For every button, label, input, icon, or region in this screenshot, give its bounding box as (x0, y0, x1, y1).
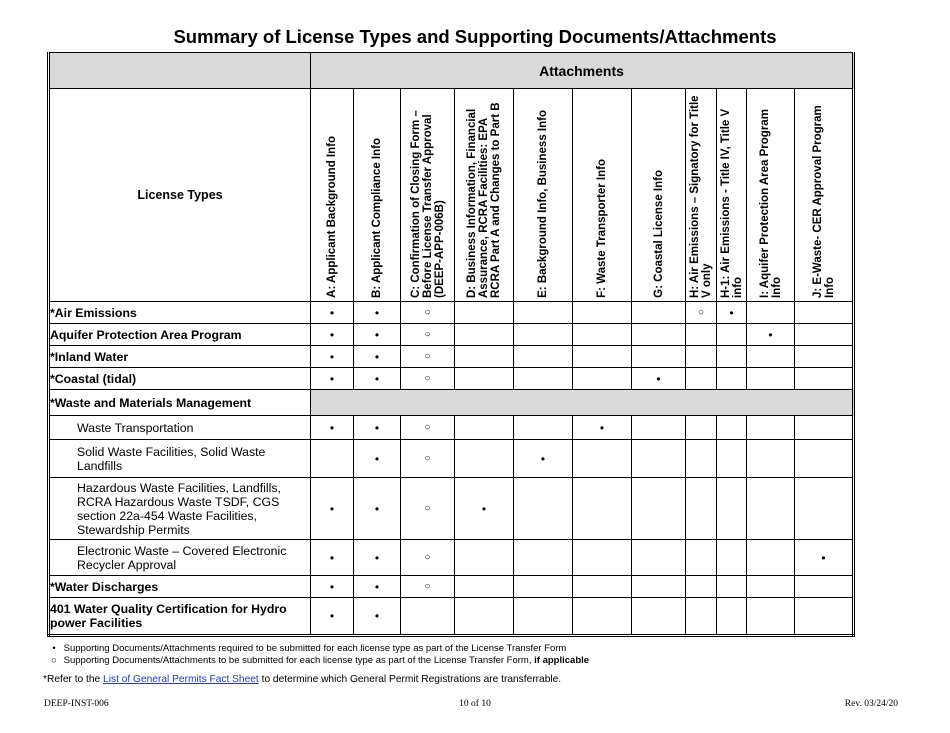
column-header: J: E-Waste- CER Approval Program Info (795, 89, 854, 302)
legend-if-applicable: ○ Supporting Documents/Attachments to be submitted for each license type as part of the License Transfer Form, if applicable (47, 655, 589, 666)
column-header: H-1: Air Emissions - Title IV, Title V info (717, 89, 747, 302)
attachment-cell (717, 540, 747, 576)
attachment-cell (455, 346, 514, 368)
attachment-cell: ○ (401, 368, 455, 390)
attachment-cell (795, 346, 854, 368)
attachment-cell (717, 346, 747, 368)
attachment-cell (686, 598, 717, 636)
page-title: Summary of License Types and Supporting Documents/Attachments (173, 26, 777, 47)
table-row (49, 390, 854, 416)
attachment-cell: ○ (401, 346, 455, 368)
attachment-cell: • (311, 368, 354, 390)
attachment-cell (795, 368, 854, 390)
attachment-cell (573, 302, 632, 324)
attachment-cell: • (311, 346, 354, 368)
attachment-cell (573, 346, 632, 368)
attachment-cell (795, 416, 854, 440)
attachment-cell (747, 478, 795, 540)
table-row (49, 324, 854, 346)
attachment-cell (514, 346, 573, 368)
attachment-cell (717, 598, 747, 636)
table-row (49, 540, 854, 576)
license-type-cell: 401 Water Quality Certification for Hydro power Facilities (49, 598, 311, 636)
attachment-cell: ○ (401, 302, 455, 324)
attachment-cell: • (354, 576, 401, 598)
license-type-cell: Hazardous Waste Facilities, Landfills, RCRA Hazardous Waste TSDF, CGS section 22a-454 Waste Facilities, Stewardship Permits (49, 478, 311, 540)
attachment-cell (632, 540, 686, 576)
attachment-cell (795, 598, 854, 636)
attachment-cell (632, 416, 686, 440)
attachment-cell: • (311, 598, 354, 636)
attachment-cell (514, 540, 573, 576)
attachment-cell (747, 440, 795, 478)
attachment-cell: ○ (401, 324, 455, 346)
attachment-cell (455, 416, 514, 440)
attachment-cell (514, 368, 573, 390)
attachment-cell: ○ (686, 302, 717, 324)
table-row (49, 440, 854, 478)
attachment-cell (455, 598, 514, 636)
attachment-cell: • (311, 576, 354, 598)
attachment-cell (573, 540, 632, 576)
license-type-cell: Solid Waste Facilities, Solid Waste Landfills (49, 440, 311, 478)
attachment-cell: • (311, 302, 354, 324)
attachment-cell: • (311, 540, 354, 576)
license-table (47, 52, 855, 637)
attachment-cell: ○ (401, 576, 455, 598)
attachment-cell (795, 302, 854, 324)
attachment-cell (717, 324, 747, 346)
attachment-cell (514, 598, 573, 636)
attachment-cell (514, 302, 573, 324)
column-header: H: Air Emissions – Signatory for Title V only (686, 89, 717, 302)
attachment-cell (747, 576, 795, 598)
attachment-cell: • (354, 346, 401, 368)
attachment-cell: • (354, 302, 401, 324)
general-permits-link[interactable]: List of General Permits Fact Sheet (103, 674, 259, 685)
table-row (49, 478, 854, 540)
attachment-cell (632, 440, 686, 478)
column-header: F: Waste Transporter Info (573, 89, 632, 302)
table-row (49, 416, 854, 440)
attachment-cell (686, 416, 717, 440)
page-number: 10 of 10 (459, 699, 491, 709)
attachment-cell: • (311, 324, 354, 346)
attachment-cell (795, 478, 854, 540)
attachment-cell (632, 302, 686, 324)
attachment-cell: ○ (401, 478, 455, 540)
section-fill (311, 390, 854, 416)
attachment-cell (573, 598, 632, 636)
attachment-cell (632, 346, 686, 368)
license-type-cell: Aquifer Protection Area Program (49, 324, 311, 346)
attachment-cell (717, 440, 747, 478)
attachment-cell (514, 324, 573, 346)
license-types-header: License Types (49, 89, 311, 302)
attachment-cell (795, 440, 854, 478)
license-type-cell: *Water Discharges (49, 576, 311, 598)
attachment-cell (747, 368, 795, 390)
attachment-cell: • (795, 540, 854, 576)
column-header: A: Applicant Background Info (311, 89, 354, 302)
attachment-cell (686, 576, 717, 598)
attachments-header: Attachments (311, 53, 854, 89)
attachment-cell (686, 346, 717, 368)
attachment-cell (747, 346, 795, 368)
attachment-cell (514, 576, 573, 598)
attachment-cell (686, 478, 717, 540)
doc-id: DEEP-INST-006 (44, 699, 109, 709)
table-row (49, 576, 854, 598)
attachment-cell (686, 540, 717, 576)
table-row (49, 598, 854, 636)
license-type-cell: *Coastal (tidal) (49, 368, 311, 390)
attachment-cell (401, 598, 455, 636)
attachment-cell (573, 324, 632, 346)
attachment-cell (632, 576, 686, 598)
attachment-cell (573, 368, 632, 390)
attachment-cell (455, 324, 514, 346)
filled-bullet-icon: • (52, 643, 56, 654)
attachment-cell (686, 324, 717, 346)
column-header: I: Aquifer Protection Area Program Info (747, 89, 795, 302)
general-permits-note: *Refer to the List of General Permits Fact Sheet to determine which General Permit Registrations are transferrable. (43, 674, 562, 685)
attachment-cell (795, 576, 854, 598)
attachment-cell: • (354, 416, 401, 440)
attachment-cell (514, 478, 573, 540)
attachment-cell (747, 598, 795, 636)
attachment-cell: • (455, 478, 514, 540)
attachment-cell: ○ (401, 540, 455, 576)
attachment-cell (632, 598, 686, 636)
column-header: C: Confirmation of Closing Form – Before License Transfer Approval (DEEP-APP-006B) (401, 89, 455, 302)
attachment-cell: • (354, 440, 401, 478)
license-type-cell: *Inland Water (49, 346, 311, 368)
attachment-cell (686, 368, 717, 390)
attachment-cell: • (514, 440, 573, 478)
attachment-cell (455, 540, 514, 576)
attachment-cell (455, 302, 514, 324)
attachment-cell (573, 478, 632, 540)
column-header: E: Background Info, Business Info (514, 89, 573, 302)
attachment-cell (573, 440, 632, 478)
attachment-cell: • (354, 324, 401, 346)
open-circle-icon: ○ (51, 655, 57, 666)
attachment-cell (747, 416, 795, 440)
attachment-cell: • (354, 598, 401, 636)
attachment-cell (455, 440, 514, 478)
license-type-cell: Electronic Waste – Covered Electronic Recycler Approval (49, 540, 311, 576)
license-type-cell: Waste Transportation (49, 416, 311, 440)
attachment-cell (455, 368, 514, 390)
legend-required: • Supporting Documents/Attachments required to be submitted for each license type as part of the License Transfer Form (47, 643, 566, 654)
license-type-cell: *Air Emissions (49, 302, 311, 324)
column-header: B: Applicant Compliance Info (354, 89, 401, 302)
attachment-cell (632, 478, 686, 540)
table-row (49, 346, 854, 368)
attachment-cell (717, 478, 747, 540)
column-header: G: Coastal License Info (632, 89, 686, 302)
attachment-cell (514, 416, 573, 440)
attachment-cell (717, 368, 747, 390)
attachment-cell: • (747, 324, 795, 346)
attachment-cell (795, 324, 854, 346)
table-row (49, 368, 854, 390)
table-row (49, 302, 854, 324)
attachment-cell: • (311, 416, 354, 440)
column-header: D: Business Information, Financial Assurance, RCRA Facilities: EPA RCRA Part A and Changes to Part B (455, 89, 514, 302)
attachment-cell (717, 416, 747, 440)
attachment-cell (632, 324, 686, 346)
revision: Rev. 03/24/20 (844, 699, 898, 709)
attachment-cell (747, 302, 795, 324)
attachment-cell (747, 540, 795, 576)
attachment-cell (686, 440, 717, 478)
attachment-cell: ○ (401, 440, 455, 478)
attachment-cell: • (354, 478, 401, 540)
attachment-cell: • (354, 368, 401, 390)
license-type-cell: *Waste and Materials Management (49, 390, 311, 416)
attachment-cell: • (632, 368, 686, 390)
attachment-cell: • (311, 478, 354, 540)
attachment-cell (311, 440, 354, 478)
attachment-cell: • (573, 416, 632, 440)
attachment-cell (455, 576, 514, 598)
attachment-cell: • (717, 302, 747, 324)
attachment-cell (573, 576, 632, 598)
attachment-cell: ○ (401, 416, 455, 440)
attachment-cell (717, 576, 747, 598)
attachment-cell: • (354, 540, 401, 576)
